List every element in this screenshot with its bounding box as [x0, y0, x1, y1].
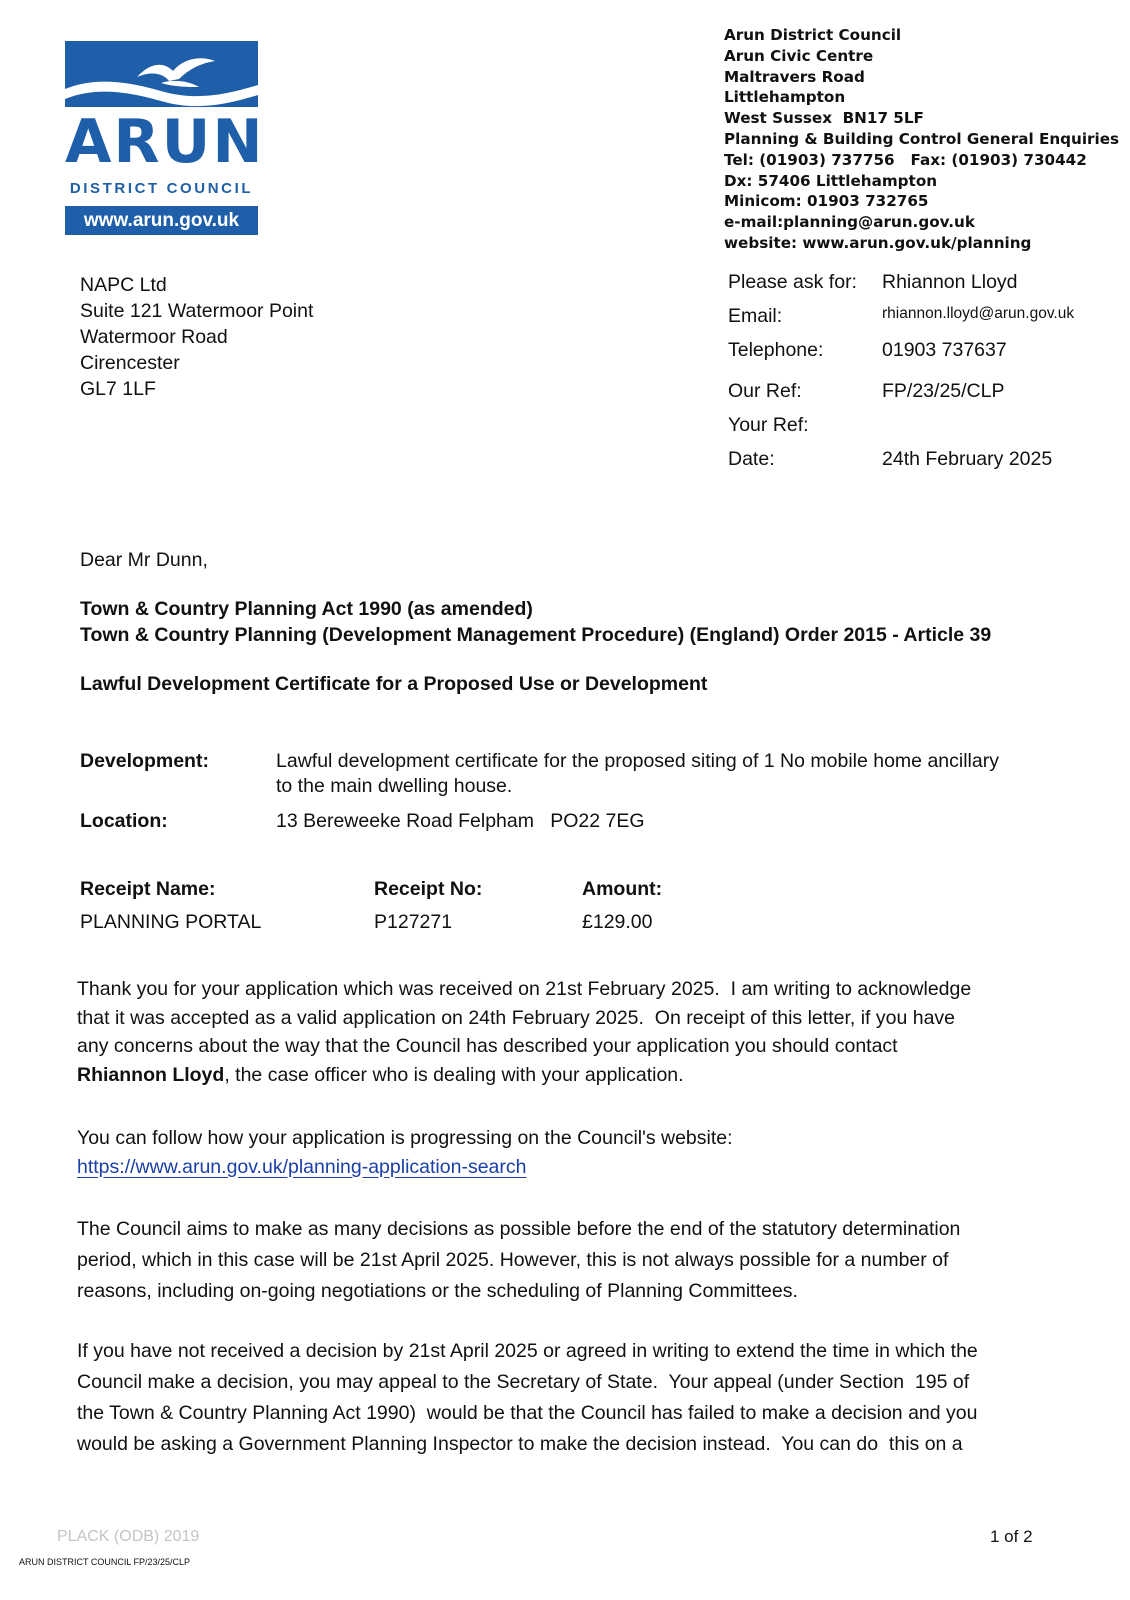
text-line [77, 1061, 1077, 1090]
our-ref-value: FP/23/25/CLP [882, 380, 1005, 402]
receipt-no-value: P127271 [374, 911, 453, 933]
council-line: Minicom: 01903 732765 [724, 192, 929, 211]
location-label: Location: [80, 810, 168, 832]
text-line: period, which in this case will be 21st April 2025. However, this is not always possible for a number of [77, 1249, 949, 1271]
council-line: website: www.arun.gov.uk/planning [724, 233, 1032, 252]
text-line: Council make a decision, you may appeal to the Secretary of State. Your appeal (under Section 195 of [77, 1371, 970, 1393]
heading-act: Town & Country Planning Act 1990 (as amended) [80, 598, 533, 620]
amount-label: Amount: [582, 878, 663, 900]
receipt-name-label: Receipt Name: [80, 878, 216, 900]
footer-reference: ARUN DISTRICT COUNCIL FP/23/25/CLP [19, 1557, 191, 1567]
case-officer-name: Rhiannon Lloyd [77, 1063, 225, 1086]
development-label: Development: [80, 750, 209, 772]
telephone-value: 01903 737637 [882, 339, 1007, 361]
logo-subtitle: DISTRICT COUNCIL [69, 180, 254, 197]
our-ref-label: Our Ref: [728, 380, 802, 402]
page-number: 1 of 2 [990, 1527, 1033, 1546]
email-label: Email: [728, 305, 783, 327]
heading-order: Town & Country Planning (Development Management Procedure) (England) Order 2015 - Article 39 [80, 624, 992, 646]
email-value[interactable]: rhiannon.lloyd@arun.gov.uk [882, 305, 1075, 322]
telephone-label: Telephone: [728, 339, 824, 361]
paragraph-website [77, 1124, 1077, 1181]
council-line: Arun Civic Centre [724, 46, 874, 65]
date-label: Date: [728, 448, 775, 470]
council-line: Arun District Council [724, 26, 902, 44]
council-line: Maltravers Road [724, 67, 865, 86]
text-line: reasons, including on-going negotiations or the scheduling of Planning Committees. [77, 1280, 798, 1302]
planning-search-link[interactable]: https://www.arun.gov.uk/planning-application-search [77, 1155, 527, 1178]
paragraph-appeal [77, 1336, 1077, 1460]
logo-url: www.arun.gov.uk [65, 206, 258, 235]
development-line-1: Lawful development certificate for the proposed siting of 1 No mobile home ancillary [276, 750, 999, 772]
text-line: You can follow how your application is progressing on the Council's website: [77, 1127, 733, 1149]
amount-value: £129.00 [582, 911, 653, 933]
receipt-no-label: Receipt No: [374, 878, 483, 900]
text-line: any concerns about the way that the Council has described your application you should contact [77, 1035, 898, 1057]
text-line: the Town & Country Planning Act 1990) would be that the Council has failed to make a decision and you [77, 1402, 978, 1424]
development-line-2: to the main dwelling house. [276, 775, 513, 797]
recipient-address [80, 272, 313, 402]
heading-certificate: Lawful Development Certificate for a Proposed Use or Development [80, 673, 708, 695]
form-code: PLACK (ODB) 2019 [57, 1528, 200, 1545]
recipient-line: GL7 1LF [80, 378, 156, 400]
your-ref-label: Your Ref: [728, 414, 809, 436]
recipient-line: Watermoor Road [80, 326, 228, 348]
text-line: Thank you for your application which was received on 21st February 2025. I am writing to acknowledge [77, 978, 972, 1000]
seagull-icon [65, 41, 258, 107]
council-line: Planning & Building Control General Enquiries [724, 129, 1120, 148]
council-line: West Sussex BN17 5LF [724, 109, 924, 128]
recipient-line: NAPC Ltd [80, 274, 167, 296]
location-value: 13 Bereweeke Road Felpham PO22 7EG [276, 810, 645, 832]
logo-wordmark: ARUN [65, 107, 265, 177]
recipient-line: Suite 121 Watermoor Point [80, 300, 314, 322]
council-line: Tel: (01903) 737756 Fax: (01903) 730442 [724, 150, 1087, 169]
text-line: If you have not received a decision by 21st April 2025 or agreed in writing to extend the time in which the [77, 1340, 978, 1362]
text-line: that it was accepted as a valid application on 24th February 2025. On receipt of this letter, if you have [77, 1006, 956, 1029]
text-line: would be asking a Government Planning Inspector to make the decision instead. You can do this on a [77, 1433, 963, 1455]
date-value: 24th February 2025 [882, 448, 1053, 470]
seagull-banner [65, 41, 258, 107]
council-line: Dx: 57406 Littlehampton [724, 171, 938, 190]
recipient-line: Cirencester [80, 352, 180, 374]
council-line: Littlehampton [724, 88, 846, 107]
ask-for-value: Rhiannon Lloyd [882, 271, 1018, 293]
council-logo [65, 41, 265, 233]
receipt-name-value: PLANNING PORTAL [80, 911, 262, 933]
council-address [724, 25, 1119, 254]
council-line: e-mail:planning@arun.gov.uk [724, 213, 975, 232]
paragraph-determination [77, 1214, 1077, 1307]
text-fragment: , the case officer who is dealing with your application. [224, 1063, 684, 1086]
salutation: Dear Mr Dunn, [80, 549, 208, 571]
text-line: The Council aims to make as many decisions as possible before the end of the statutory determination [77, 1218, 961, 1240]
ask-for-label: Please ask for: [728, 271, 857, 293]
paragraph-acknowledgement [77, 975, 1077, 1089]
